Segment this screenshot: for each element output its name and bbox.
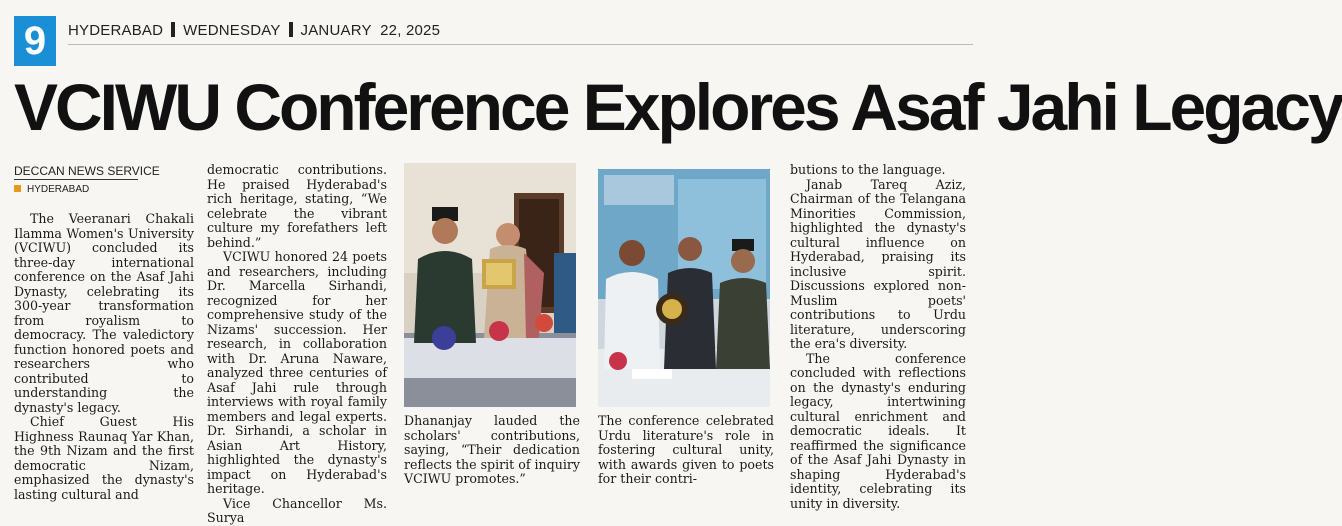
place-marker-icon	[14, 185, 21, 192]
article-column-1	[14, 212, 194, 502]
article-paragraph: Janab Tareq Aziz, Chairman of the Telangana Minorities Commission, highlighted the dynasty's cultural influence on Hyderabad, praising its inclusive spirit. Discussions explored non-Muslim poets' contributions to Urdu literature, underscoring the era's diversity.	[790, 176, 966, 351]
article-paragraph: butions to the language.	[790, 162, 946, 177]
dateline	[68, 22, 440, 39]
byline-place-label: HYDERABAD	[27, 184, 90, 195]
article-paragraph: The conference celebrated Urdu literature's role in fostering cultural unity, with awards given to poets for their contri-	[598, 413, 774, 486]
article-column-3	[404, 414, 580, 487]
article-paragraph: Dhananjay lauded the scholars' contributions, saying, “Their dedication reflects the spirit of inquiry VCIWU promotes.”	[404, 413, 580, 486]
article-column-5	[790, 163, 966, 511]
article-column-4	[598, 414, 774, 487]
photo-nizam-award-image	[404, 163, 576, 407]
photo-nizam-award	[404, 163, 576, 407]
article-paragraph: The conference concluded with reflections on the dynasty's enduring legacy, intertwining cultural enrichment and democratic ideals. It reaffirmed the significance of the Asaf Jahi Dynasty in shaping Hyderabad's identity, celebrating its unity in diversity.	[790, 350, 966, 511]
article-paragraph: The Veeranari Chakali Ilamma Women's University (VCIWU) concluded its three-day international conference on the Asaf Jahi Dynasty, celebrating its 300-year transformation from royalism to democracy. The valedictory function honored poets and researchers who contributed to understanding the dynasty's legacy.	[14, 211, 194, 415]
dateline-date: JANUARY 22, 2025	[300, 22, 441, 39]
photo-urdu-award	[598, 169, 770, 407]
article-paragraph: VCIWU honored 24 poets and researchers, including Dr. Marcella Sirhandi, recognized for her comprehensive study of the Nizams' succession. Her research, in collaboration with Dr. Aruna Naware, analyzed three centuries of Asaf Jahi rule through interviews with royal family members and legal experts. Dr. Sirhandi, a scholar in Asian Art History, highlighted the dynasty's impact on Hyderabad's heritage.	[207, 249, 387, 496]
photo-urdu-award-image	[598, 169, 770, 407]
article-paragraph: democratic contributions. He praised Hyderabad's rich heritage, stating, “We celebrate the vibrant culture my forefathers left behind.”	[207, 162, 387, 250]
page-number-badge: 9	[14, 16, 56, 66]
header-rule	[68, 44, 973, 45]
article-paragraph: Vice Chancellor Ms. Surya	[207, 495, 387, 525]
article-paragraph: Chief Guest His Highness Raunaq Yar Khan, the 9th Nizam and the first democratic Nizam, emphasized the dynasty's lasting cultural and	[14, 414, 194, 502]
article-column-2	[207, 163, 387, 526]
dateline-city: HYDERABAD	[68, 22, 164, 39]
dateline-day: WEDNESDAY	[183, 22, 281, 39]
byline-rule	[14, 179, 138, 180]
headline: VCIWU Conference Explores Asaf Jahi Legacy	[14, 70, 1342, 144]
dateline-separator	[289, 22, 293, 37]
byline-service: DECCAN NEWS SERVICE	[14, 164, 160, 178]
dateline-separator	[171, 22, 175, 37]
byline-place	[14, 184, 89, 195]
